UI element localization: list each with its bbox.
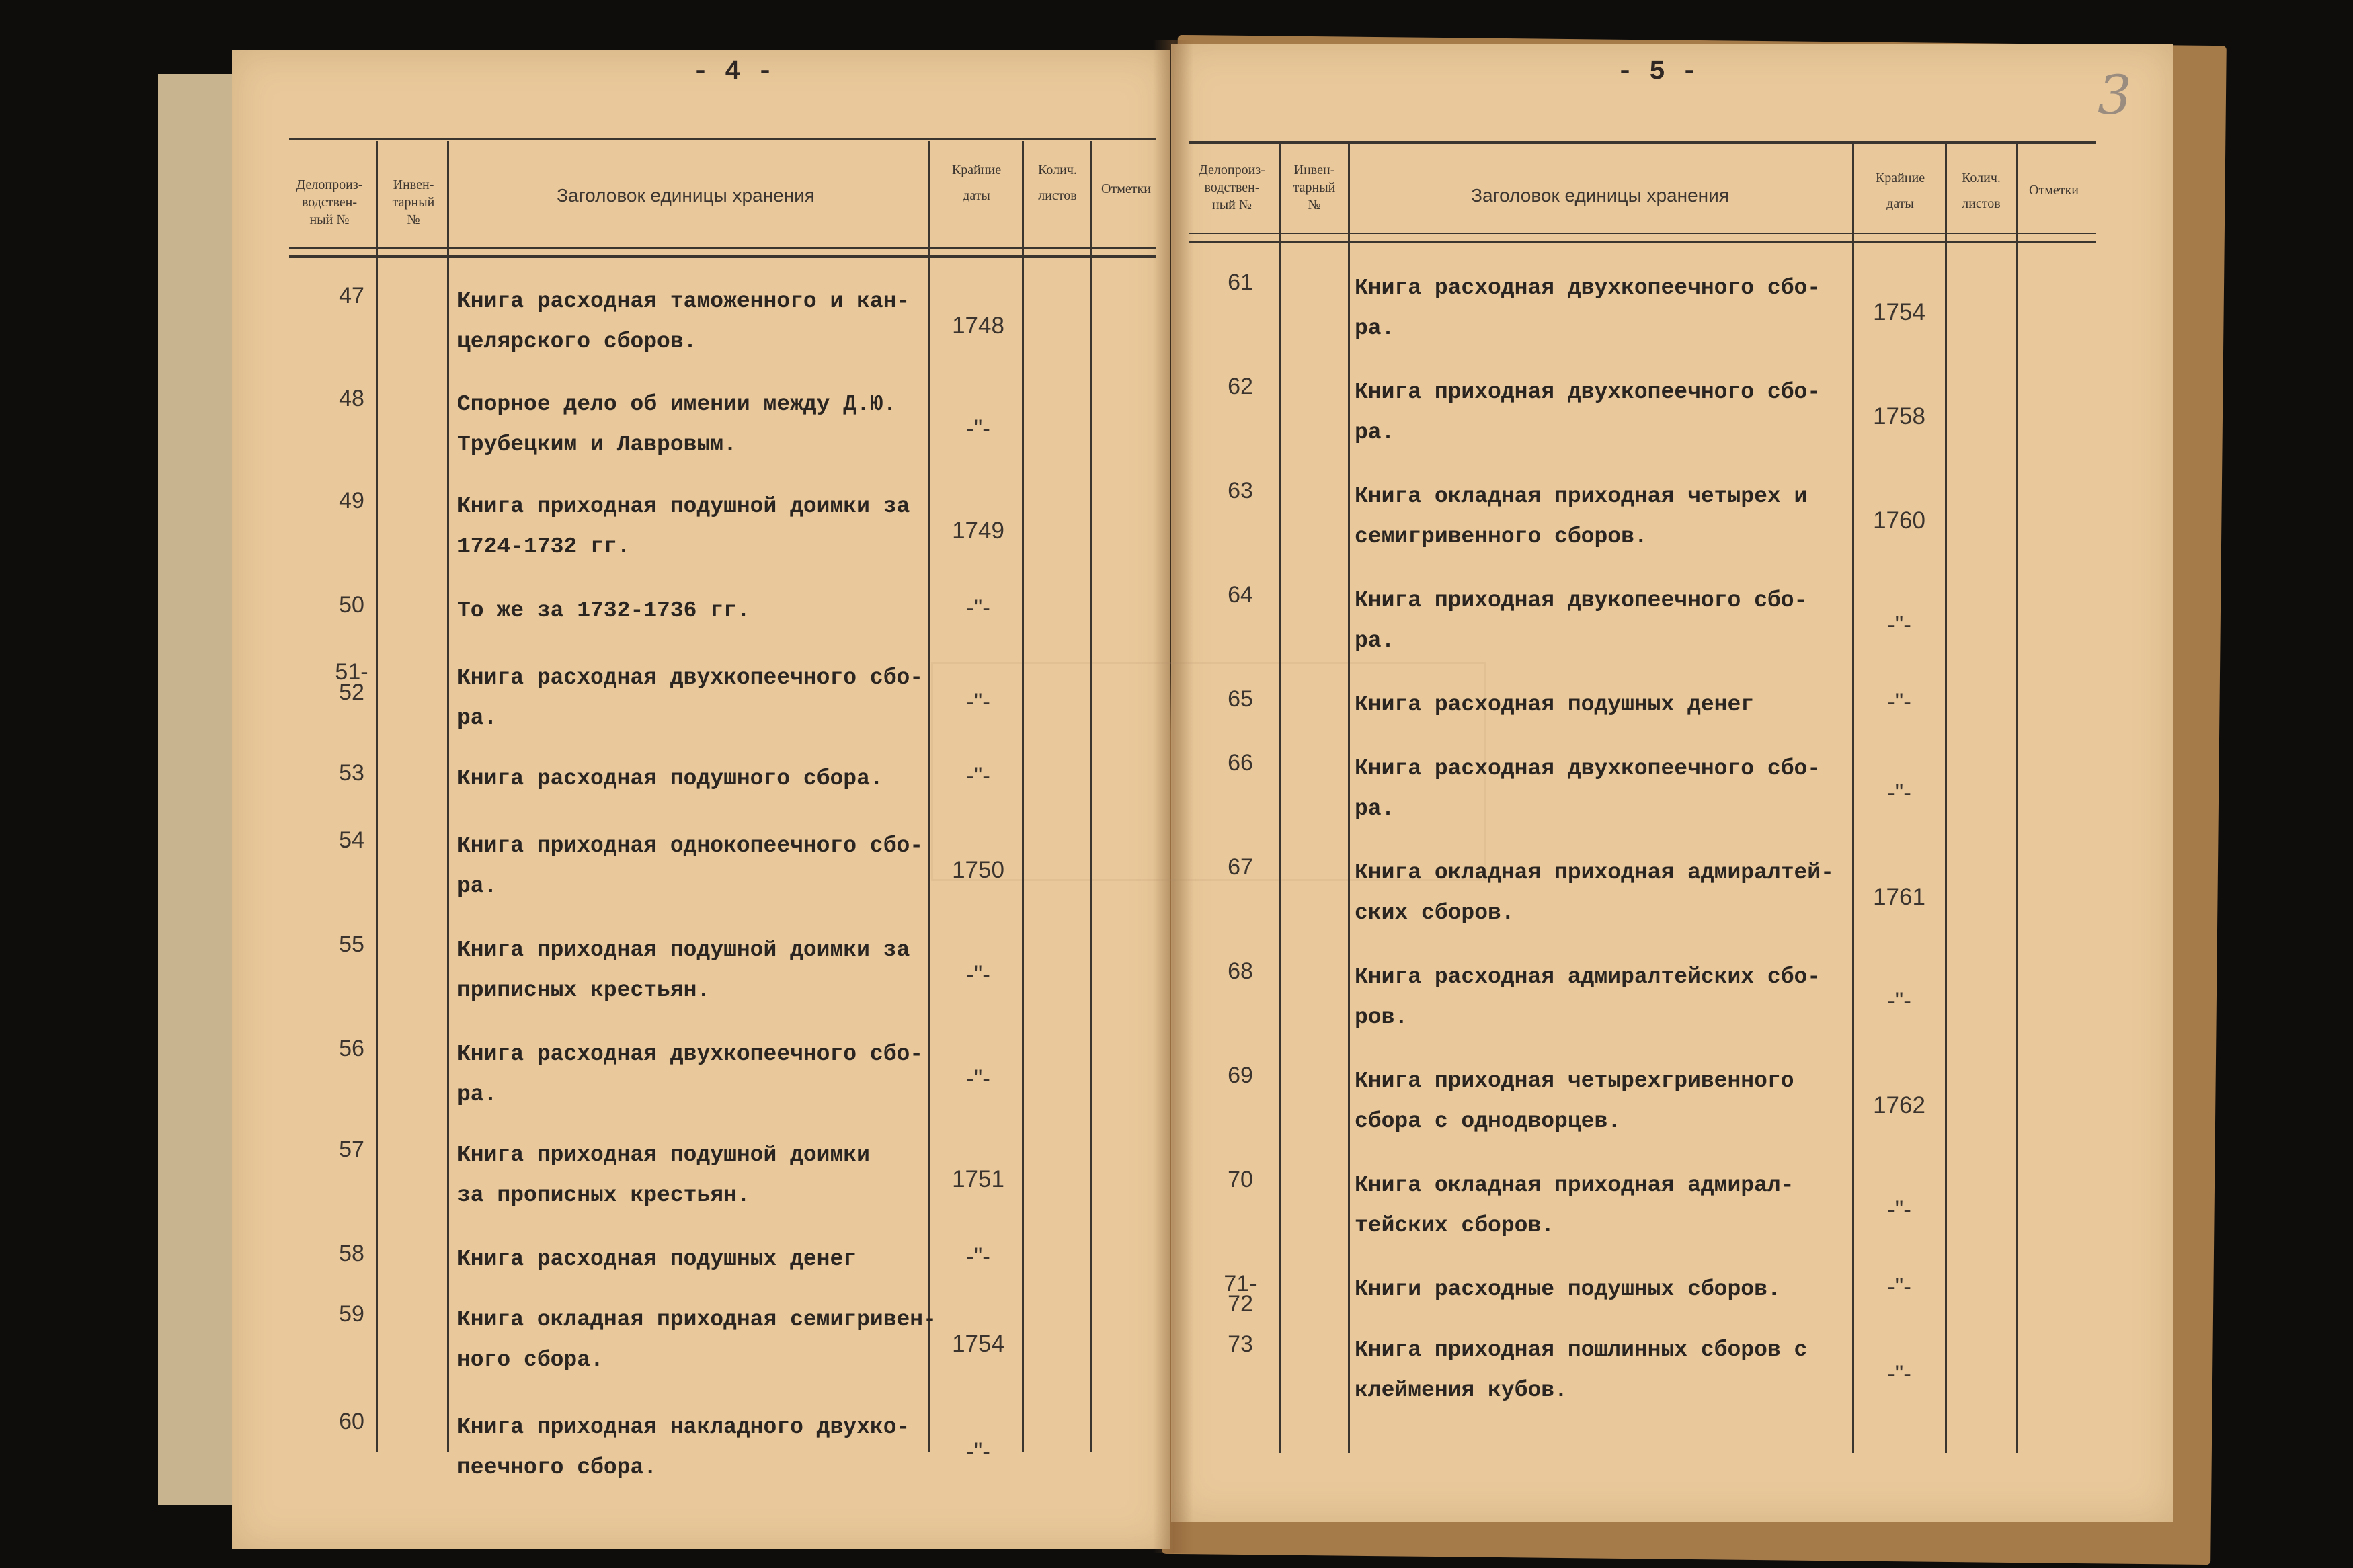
- header-col1-left: Делопроиз- водствен- ный №: [296, 177, 363, 227]
- record-date: 1760: [1873, 507, 1925, 534]
- record-title-line: Книга приходная пошлинных сборов с: [1355, 1337, 1808, 1362]
- record-title-line: Книга расходная таможенного и кан-: [457, 289, 910, 314]
- record-title-line: ров.: [1355, 1005, 1408, 1030]
- record-title-line: 1724-1732 гг.: [457, 534, 631, 559]
- col-divider-2-left: [447, 141, 449, 1452]
- record-title-line: Книга приходная однокопеечного сбо-: [457, 833, 924, 858]
- record-date: -"-: [966, 1065, 990, 1091]
- record-title-line: ра.: [457, 1082, 497, 1107]
- header-col4-right: Крайние даты: [1875, 171, 1925, 211]
- col-divider-1-right: [1279, 142, 1281, 1453]
- page-number-left: - 4 -: [692, 57, 774, 87]
- record-date: -"-: [1887, 1361, 1911, 1387]
- record-number: 65: [1228, 686, 1253, 712]
- record-date: -"-: [1887, 612, 1911, 638]
- record-date: 1754: [952, 1331, 1004, 1357]
- record-title-line: семигривенного сборов.: [1355, 524, 1648, 549]
- header-bottom-thin-rule-left: [289, 247, 1156, 249]
- record-title-line: Спорное дело об имении между Д.Ю.: [457, 392, 897, 417]
- record-number: 63: [1228, 478, 1253, 503]
- col-divider-2-right: [1348, 142, 1350, 1453]
- record-date: -"-: [966, 1243, 990, 1270]
- record-number: 73: [1228, 1331, 1253, 1357]
- record-title-line: Книга расходная подушного сбора.: [457, 766, 883, 791]
- header-top-rule-right: [1189, 141, 2096, 144]
- record-number: 59: [339, 1301, 364, 1327]
- record-title-line: Книга расходная двухкопеечного сбо-: [1355, 276, 1821, 300]
- record-title-line: ра.: [457, 874, 497, 899]
- record-date: -"-: [966, 689, 990, 715]
- record-date: 1748: [952, 313, 1004, 339]
- record-date: -"-: [1887, 1196, 1911, 1223]
- record-date: -"-: [966, 961, 990, 987]
- header-col6-right: Отметки: [2029, 183, 2079, 198]
- record-title-line: Книга окладная приходная адмиралтей-: [1355, 860, 1834, 885]
- record-title-line: клеймения кубов.: [1355, 1378, 1568, 1403]
- record-date: 1754: [1873, 299, 1925, 325]
- header-col2-left: Инвен- тарный №: [392, 177, 435, 227]
- record-number: 47: [339, 283, 364, 308]
- record-date: -"-: [1887, 689, 1911, 715]
- record-number: 51- 52: [335, 659, 368, 705]
- record-title-line: ра.: [457, 706, 497, 731]
- record-date: -"-: [1887, 1274, 1911, 1300]
- record-title-line: Книга расходная двухкопеечного сбо-: [1355, 756, 1821, 781]
- col-divider-3-right: [1852, 142, 1854, 1453]
- record-number: 58: [339, 1241, 364, 1266]
- record-title-line: приписных крестьян.: [457, 978, 711, 1003]
- header-col1-right: Делопроиз- водствен- ный №: [1199, 163, 1265, 212]
- record-title-line: Книга приходная двухкопеечного сбо-: [1355, 380, 1821, 405]
- record-title-line: ра.: [1355, 420, 1395, 445]
- col-divider-5-right: [2016, 142, 2018, 1453]
- header-bottom-rule-left: [289, 255, 1156, 258]
- record-date: -"-: [966, 1438, 990, 1464]
- record-title-line: Книга приходная подушной доимки за: [457, 938, 910, 962]
- record-title-line: То же за 1732-1736 гг.: [457, 598, 750, 623]
- record-title-line: ра.: [1355, 316, 1395, 341]
- col-divider-4-left: [1022, 141, 1024, 1452]
- record-number: 71- 72: [1224, 1271, 1257, 1317]
- header-col5-left: Колич. листов: [1038, 163, 1077, 203]
- record-number: 70: [1228, 1167, 1253, 1192]
- record-date: -"-: [966, 595, 990, 621]
- record-title-line: Книга приходная двукопеечного сбо-: [1355, 588, 1808, 613]
- header-bottom-thin-rule-right: [1189, 233, 2096, 234]
- record-title-line: Книга расходная подушных денег: [457, 1247, 857, 1272]
- header-top-rule-left: [289, 138, 1156, 140]
- record-title-line: пеечного сбора.: [457, 1455, 657, 1480]
- record-number: 49: [339, 488, 364, 513]
- header-col4-left: Крайние даты: [951, 163, 1002, 203]
- record-date: 1751: [952, 1166, 1004, 1192]
- record-date: 1750: [952, 857, 1004, 883]
- header-bottom-rule-right: [1189, 241, 2096, 243]
- record-number: 50: [339, 592, 364, 618]
- header-col3-left: Заголовок единицы хранения: [557, 185, 815, 206]
- record-title-line: ра.: [1355, 628, 1395, 653]
- header-col3-right: Заголовок единицы хранения: [1471, 185, 1729, 206]
- record-date: -"-: [966, 415, 990, 442]
- record-title-line: Книги расходные подушных сборов.: [1355, 1277, 1781, 1302]
- header-col2-right: Инвен- тарный №: [1293, 163, 1336, 212]
- record-title-line: Книга окладная приходная семигривен-: [457, 1307, 936, 1332]
- col-divider-5-left: [1090, 141, 1092, 1452]
- pencil-page-mark: 3: [2098, 64, 2132, 126]
- record-number: 66: [1228, 750, 1253, 776]
- record-title-line: Книга расходная подушных денег: [1355, 692, 1755, 717]
- record-number: 69: [1228, 1063, 1253, 1088]
- record-title-line: Трубецким и Лавровым.: [457, 432, 737, 457]
- header-col6-left: Отметки: [1101, 181, 1151, 196]
- record-number: 48: [339, 386, 364, 411]
- record-date: 1762: [1873, 1092, 1925, 1118]
- record-number: 62: [1228, 374, 1253, 399]
- record-title-line: Книга окладная приходная адмирал-: [1355, 1173, 1794, 1198]
- col-divider-3-left: [928, 141, 930, 1452]
- record-title-line: Книга расходная двухкопеечного сбо-: [457, 665, 924, 690]
- header-col5-right: Колич. листов: [1962, 171, 2001, 211]
- record-title-line: за прописных крестьян.: [457, 1183, 750, 1208]
- record-title-line: Книга приходная накладного двухко-: [457, 1415, 910, 1440]
- record-date: -"-: [1887, 780, 1911, 806]
- record-title-line: Книга приходная четырехгривенного: [1355, 1069, 1794, 1094]
- col-divider-4-right: [1945, 142, 1947, 1453]
- record-number: 61: [1228, 270, 1253, 295]
- record-title-line: Книга приходная подушной доимки за: [457, 494, 910, 519]
- record-number: 60: [339, 1409, 364, 1434]
- record-title-line: Книга расходная адмиралтейских сбо-: [1355, 964, 1821, 989]
- page-number-right: - 5 -: [1617, 57, 1698, 87]
- record-date: 1749: [952, 518, 1004, 544]
- record-date: -"-: [966, 763, 990, 789]
- record-number: 67: [1228, 854, 1253, 880]
- record-title-line: сбора с однодворцев.: [1355, 1109, 1622, 1134]
- record-number: 57: [339, 1137, 364, 1162]
- record-date: -"-: [1887, 988, 1911, 1014]
- record-title-line: тейских сборов.: [1355, 1213, 1555, 1238]
- record-title-line: ра.: [1355, 796, 1395, 821]
- record-title-line: Книга окладная приходная четырех и: [1355, 484, 1808, 509]
- record-number: 53: [339, 760, 364, 786]
- record-number: 55: [339, 932, 364, 957]
- record-date: 1761: [1873, 884, 1925, 910]
- record-number: 64: [1228, 582, 1253, 608]
- record-title-line: целярского сборов.: [457, 329, 697, 354]
- record-title-line: ских сборов.: [1355, 901, 1515, 925]
- record-number: 68: [1228, 958, 1253, 984]
- record-title-line: ного сбора.: [457, 1348, 604, 1372]
- record-date: 1758: [1873, 403, 1925, 429]
- record-number: 54: [339, 827, 364, 853]
- record-title-line: Книга приходная подушной доимки: [457, 1143, 870, 1167]
- record-title-line: Книга расходная двухкопеечного сбо-: [457, 1042, 924, 1067]
- record-number: 56: [339, 1036, 364, 1061]
